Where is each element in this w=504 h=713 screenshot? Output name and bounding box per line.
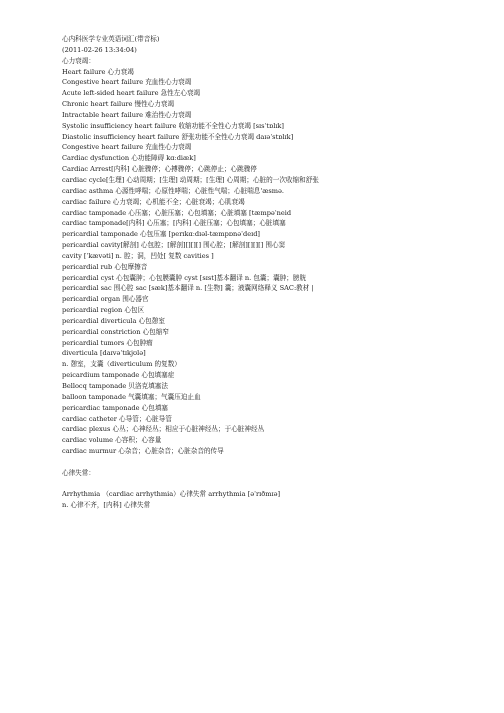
term-line: cardiac murmur 心杂音；心脏杂音；心脏杂音的传导 [62, 447, 224, 456]
term-line: cardiac asthma 心源性哮喘；心原性哮喘；心脏性气喘；心脏喘息'æsmə. [62, 186, 285, 195]
term-line: n. 憩室，支囊（diverticulum 的复数） [62, 360, 181, 369]
term-line: Cardiac dysfunction 心功能障碍 kɑːdiæk] [62, 154, 196, 163]
term-line: pericardial rub 心包摩擦音 [62, 262, 148, 271]
section-heading-heart-failure: 心力衰竭： [62, 56, 95, 65]
document-body [62, 34, 482, 511]
term-line: pericardiac tamponade 心包填塞 [62, 403, 169, 412]
term-line: cardiac tamponade 心压塞；心脏压塞；心包填塞；心脏填塞 [tæmpəˈneid [62, 208, 292, 217]
term-line: Systolic insufficiency heart failure 收缩功能不全性心力衰竭 [sɪsˈtɒlɪk] [62, 121, 285, 130]
term-line: pericardial constriction 心包缩窄 [62, 327, 169, 336]
term-line: n. 心律不齐，[内科] 心律失常 [62, 501, 151, 510]
term-line: Congestive heart failure 充血性心力衰竭 [62, 143, 192, 152]
arrhythmia-term-list [62, 489, 482, 511]
term-line: cavity [ˈkævəti] n. 腔；洞，凹处[ 复数 cavities ] [62, 251, 214, 260]
term-line: pericardial region 心包区 [62, 306, 145, 315]
term-line: diverticula [daɪvəˈtɪkjʊlə] [62, 349, 146, 358]
spacer [62, 457, 482, 468]
term-line: pericardial sac 围心腔 sac [sæk]基本翻译 n. [生物] 囊；液囊网络释义 SAC:教材 | [62, 284, 314, 293]
term-line: cardiac volume 心容积；心容量 [62, 436, 162, 445]
document-date: (2011-02-26 13:34:04) [62, 45, 137, 54]
term-line: Intractable heart failure 难治性心力衰竭 [62, 110, 192, 119]
term-line: cardiac cycle[生理] 心动周期；[生理] 动周期；[生理] 心周期；心脏的一次收缩和舒张 [62, 175, 319, 184]
term-line: Acute left-sided heart failure 急性左心衰竭 [62, 89, 201, 98]
term-line: peicardium tamponade 心包填塞症 [62, 371, 175, 380]
heart-failure-term-list [62, 67, 482, 457]
term-line: pericardial diverticula 心包憩室 [62, 316, 165, 325]
spacer [62, 479, 482, 490]
term-line: balloon tamponade 气囊填塞；气囊压迫止血 [62, 392, 201, 401]
term-line: Congestive heart failure 充血性心力衰竭 [62, 78, 192, 87]
term-line: cardiac tamponade[内科] 心压塞；[内科] 心脏压塞；心包填塞；心脏填塞 [62, 219, 286, 228]
document-title: 心内科医学专业英语词汇(带音标) [62, 35, 160, 43]
term-line: cardiac catheter 心导管；心脏导管 [62, 414, 172, 423]
term-line: Diastolic insufficiency heart failure 舒张功能不全性心力衰竭 daɪəˈstɒlɪk] [62, 132, 294, 141]
term-line: cardiac plexus 心丛；心神经丛；相应于心脏神经丛；于心脏神经丛 [62, 425, 265, 434]
term-line: pericardial cavity[解剖] 心包腔；[解剖][][][] 围心腔；[解剖][][][] 围心窦 [62, 241, 286, 250]
term-line: Bellocq tamponade 贝洛克填塞法 [62, 382, 168, 390]
term-line: Arrhythmia （cardiac arrhythmia）心律失常 arrhythmia [əˈrɪðmɪə] [62, 490, 281, 499]
term-line: pericardial tumors 心包肿瘤 [62, 338, 153, 347]
term-line: Cardiac Arrest[内科] 心脏骤停；心搏骤停；心跳停止；心跳骤停 [62, 165, 257, 174]
term-line: Chronic heart failure 慢性心力衰竭 [62, 100, 175, 109]
term-line: Heart failure 心力衰竭 [62, 67, 134, 76]
term-line: cardiac failure 心力衰竭；心机能不全；心脏衰竭；心肌衰竭 [62, 197, 245, 206]
term-line: pericardial cyst 心包囊肿；心包膜囊肿 cyst [sɪst]基本翻译 n. 包囊；囊肿；膀胱 [62, 273, 307, 282]
term-line: pericardial tamponade 心包压塞 [perɪkɑːdɪəl-tæmpɒnəˈdeɪd] [62, 230, 261, 239]
term-line: pericardial organ 围心器官 [62, 295, 149, 304]
section-heading-arrhythmia: 心律失常： [62, 468, 95, 477]
